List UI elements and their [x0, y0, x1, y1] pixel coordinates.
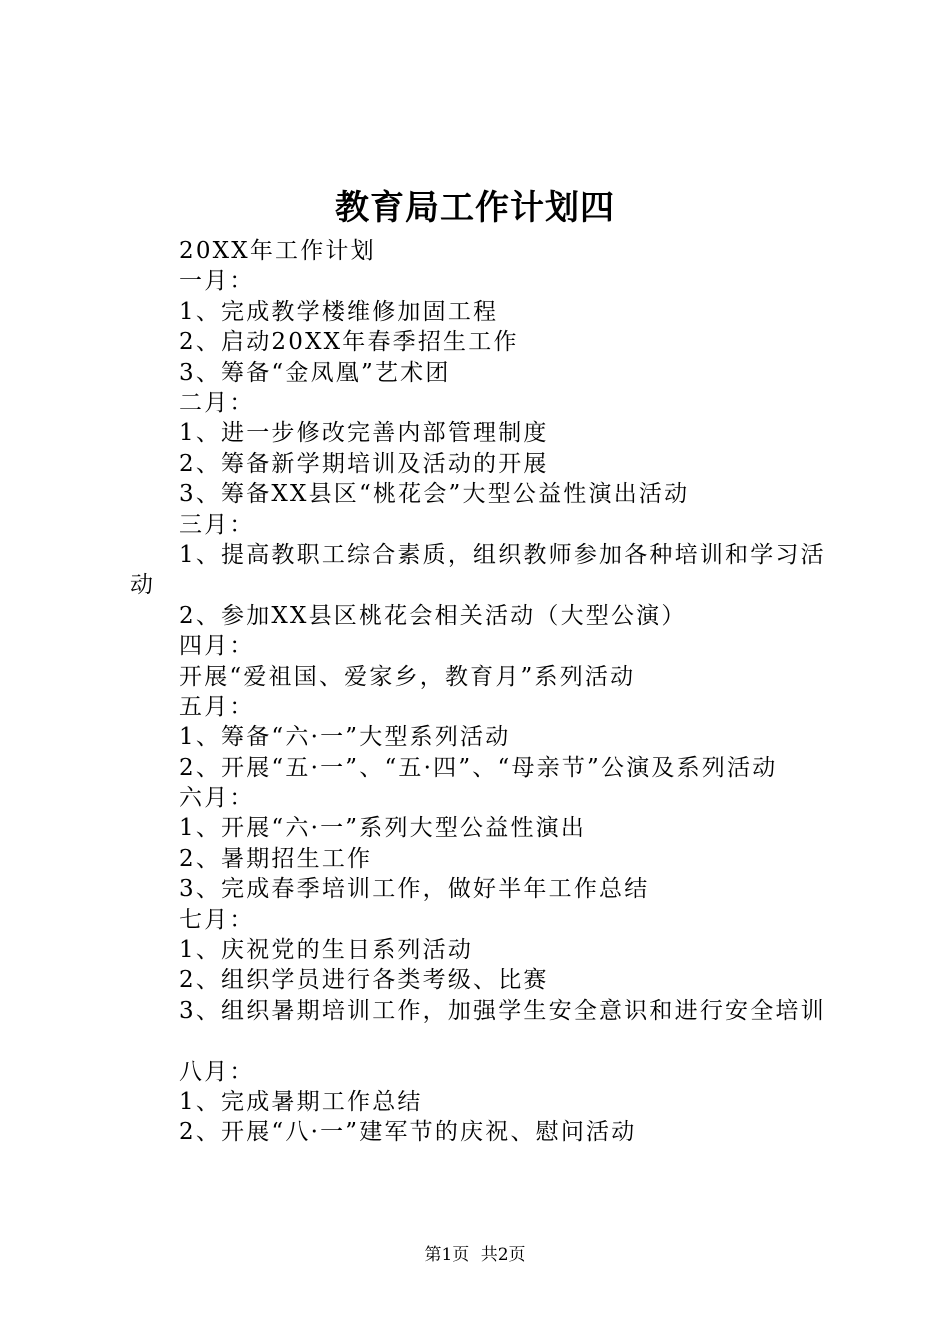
plan-item: 2、参加XX县区桃花会相关活动（大型公演） — [179, 602, 687, 629]
plan-item: 1、开展“六·一”系列大型公益性演出 — [179, 815, 587, 842]
page-footer — [0, 1243, 950, 1267]
page-total: 共2页 — [480, 1245, 526, 1265]
plan-item: 3、筹备“金凤凰”艺术团 — [179, 359, 451, 386]
plan-heading: 20XX年工作计划 — [179, 238, 376, 264]
plan-item: 2、暑期招生工作 — [179, 845, 373, 872]
plan-item: 开展“爱祖国、爱家乡，教育月”系列活动 — [179, 663, 636, 690]
plan-item — [130, 540, 830, 601]
month-heading-august: 八月： — [179, 1058, 255, 1085]
month-heading-february: 二月： — [179, 389, 255, 416]
page-number: 第1页 — [424, 1245, 470, 1265]
plan-item: 3、组织暑期培训工作，加强学生安全意识和进行安全培训 — [179, 997, 826, 1024]
month-heading-april: 四月： — [179, 633, 255, 660]
month-heading-may: 五月： — [179, 693, 255, 720]
plan-item: 1、完成暑期工作总结 — [179, 1088, 423, 1115]
month-heading-july: 七月： — [179, 906, 255, 933]
plan-item: 1、进一步修改完善内部管理制度 — [179, 420, 549, 447]
plan-item: 2、启动20XX年春季招生工作 — [179, 329, 519, 356]
plan-item: 2、组织学员进行各类考级、比赛 — [179, 967, 549, 994]
plan-item: 1、筹备“六·一”大型系列活动 — [179, 724, 511, 751]
plan-item: 2、开展“八·一”建军节的庆祝、慰问活动 — [179, 1119, 637, 1146]
plan-item: 3、完成春季培训工作，做好半年工作总结 — [179, 876, 650, 903]
month-heading-january: 一月： — [179, 268, 255, 295]
plan-item: 1、完成教学楼维修加固工程 — [179, 298, 499, 325]
plan-item: 1、庆祝党的生日系列活动 — [179, 937, 474, 964]
document-title: 教育局工作计划四 — [335, 188, 615, 228]
month-heading-march: 三月： — [179, 511, 255, 538]
plan-item-text: 1、提高教职工综合素质，组织教师参加各种培训和学习活动 — [130, 541, 826, 599]
blank-line — [130, 1026, 830, 1056]
month-heading-june: 六月： — [179, 785, 255, 812]
plan-item: 2、筹备新学期培训及活动的开展 — [179, 450, 549, 477]
plan-item: 3、筹备XX县区“桃花会”大型公益性演出活动 — [179, 481, 690, 508]
document-body — [130, 236, 830, 1148]
plan-item-text: 2、开展“五·一”、“五·四”、“母亲节”公演及系列活动 — [179, 754, 778, 781]
plan-item — [130, 753, 830, 783]
